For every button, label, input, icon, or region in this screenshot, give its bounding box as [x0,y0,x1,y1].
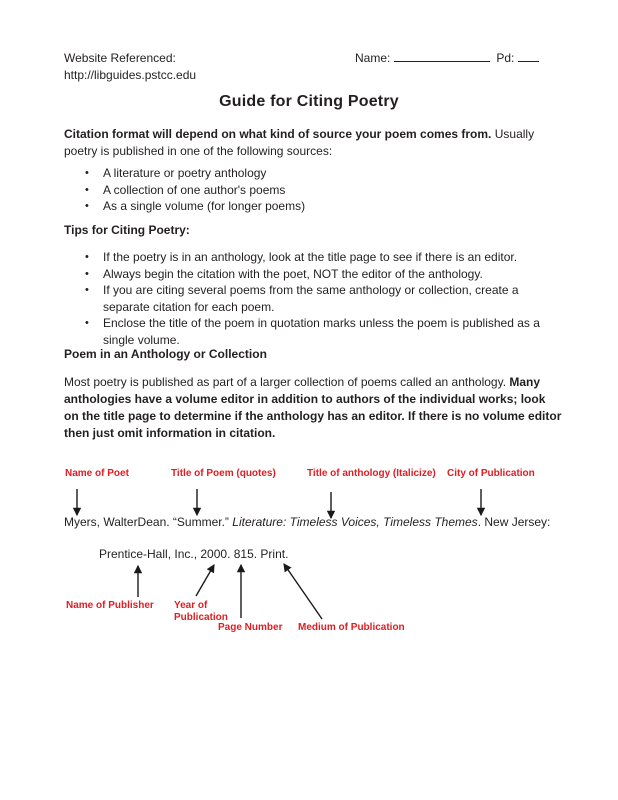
anthology-body-regular: Most poetry is published as part of a larger collection of poems called an anthology. [64,375,510,389]
tips-list [85,249,547,348]
source-types-list [85,165,547,215]
header-website-referenced [64,50,196,84]
citation-city: . New Jersey: [477,515,551,529]
intro-lead-rest: Usually poetry is published in one of the following sources: [64,127,535,158]
intro-lead-bold: Citation format will depend on what kind of source your poem comes from. [64,127,492,141]
label-name-of-publisher: Name of Publisher [66,600,154,611]
anthology-paragraph [64,374,562,442]
anthology-body-bold: Many anthologies have a volume editor in addition to authors of the individual works; look on the title page to determine if the anthology has an editor. If there is no volume editor then just omit information in citation. [64,375,562,440]
citation-line-2: Prentice-Hall, Inc., 2000. 815. Print. [99,547,289,561]
list-item: • Always begin the citation with the poet, NOT the editor of the anthology. [85,266,547,283]
citation-line-1 [64,514,564,531]
tips-heading: Tips for Citing Poetry: [64,223,190,237]
citation-anthology-title: Literature: Timeless Voices, Timeless Themes [232,515,478,529]
label-name-of-poet: Name of Poet [65,468,129,479]
name-label: Name: [355,51,391,65]
label-city-of-publication: City of Publication [447,468,535,479]
list-item: • A literature or poetry anthology [85,165,547,182]
pd-blank-line [518,50,539,62]
list-item: • Enclose the title of the poem in quotation marks unless the poem is published as a single volume. [85,315,547,348]
label-title-of-poem: Title of Poem (quotes) [171,468,276,479]
citation-author-and-poem: Myers, WalterDean. “Summer.” [64,515,233,529]
list-item: • A collection of one author's poems [85,182,547,199]
label-title-of-anthology: Title of anthology (Italicize) [307,468,436,479]
list-item: • If you are citing several poems from the same anthology or collection, create a separate citation for each poem. [85,282,547,315]
anthology-heading: Poem in an Anthology or Collection [64,347,267,361]
website-url: http://libguides.pstcc.edu [64,68,197,82]
website-referenced-label: Website Referenced: [64,51,176,65]
pd-label: Pd: [496,51,515,65]
label-year-of-publication: Year of Publication [174,600,228,623]
header-name-pd [355,50,539,67]
name-blank-line [394,50,490,62]
list-item: • As a single volume (for longer poems) [85,198,547,215]
page-title: Guide for Citing Poetry [219,93,399,110]
list-item: • If the poetry is in an anthology, look at the title page to see if there is an editor. [85,249,547,266]
label-medium-of-publication: Medium of Publication [298,622,405,633]
arrow-medium-of-publication [284,564,322,619]
intro-paragraph [64,126,562,160]
label-page-number: Page Number [218,622,283,633]
arrow-year-of-publication [196,565,214,596]
